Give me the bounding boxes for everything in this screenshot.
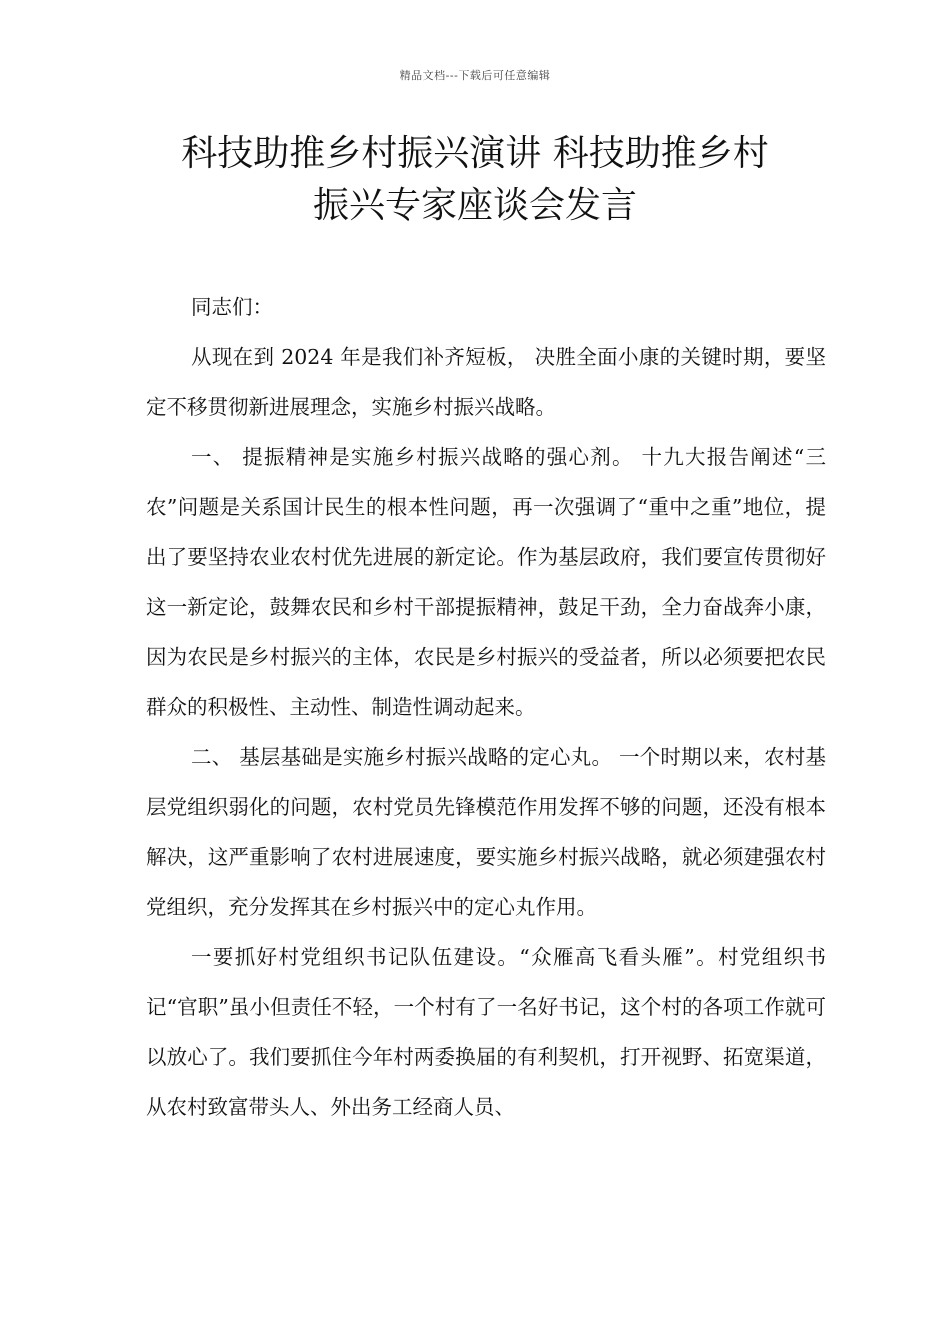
paragraph-section-two: 二、 基层基础是实施乡村振兴战略的定心丸。 一个时期以来，农村基层党组织弱化的问题，农村党员先锋模范作用发挥不够的问题，还没有根本解决，这严重影响了农村进展速度，要实施乡村振兴战略，就必须建强农村党组织，充分发挥其在乡村振兴中的定心丸作用。 [146,745,826,919]
paragraph-section-one: 一、 提振精神是实施乡村振兴战略的强心剂。 十九大报告阐述“三农”问题是关系国计民生的根本性问题，再一次强调了“重中之重”地位，提出了要坚持农业农村优先进展的新定论。作为基层政府，我们要宣传贯彻好这一新定论，鼓舞农民和乡村干部提振精神，鼓足干劲，全力奋战奔小康，因为农民是乡村振兴的主体，农民是乡村振兴的受益者，所以必须要把农民群众的积极性、主动性、制造性调动起来。 [146,445,826,719]
document-body [146,282,826,1132]
header-note: 精品文档---下载后可任意编辑 [399,69,551,82]
paragraph-salutation: 同志们： [191,295,273,319]
paragraph-party-secretary: 一要抓好村党组织书记队伍建设。“众雁高飞看头雁”。村党组织书记“官职”虽小但责任不轻，一个村有了一名好书记，这个村的各项工作就可以放心了。我们要抓住今年村两委换届的有利契机，打开视野、拓宽渠道，从农村致富带头人、外出务工经商人员、 [146,945,826,1119]
title-line-1: 科技助推乡村振兴演讲 科技助推乡村 [181,133,769,174]
paragraph-intro: 从现在到 2024 年是我们补齐短板， 决胜全面小康的关键时期，要坚定不移贯彻新进展理念，实施乡村振兴战略。 [146,345,826,419]
title-line-2: 振兴专家座谈会发言 [312,185,637,226]
document-title [120,128,830,232]
